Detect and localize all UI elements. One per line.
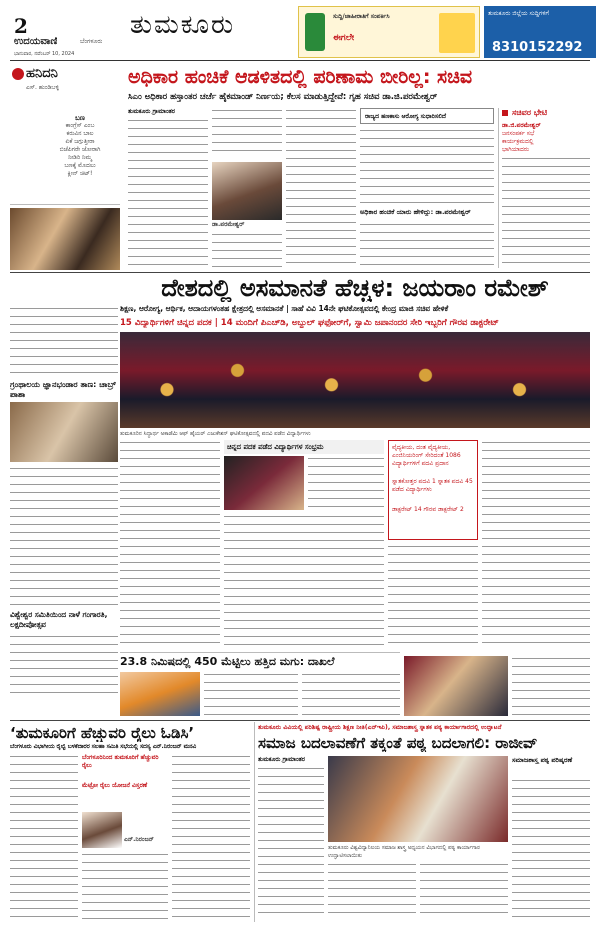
- left-headline-1: ಗ್ರಂಥಾಲಯ ಜ್ಞಾನಭಂಡಾರ ತಾಣ: ಚಾಬ್ರ್ ಪಾಶಾ: [10, 380, 116, 399]
- edition: ಬೆಂಗಳೂರು: [80, 38, 103, 45]
- left-headline-2: ವಿಶ್ವೇಶ್ವರ ಸಮಿತಿಯಿಂದ ನಾಳೆ ಗಂಗಾರತಿ, ಲಕ್ಷದೀಪೋತ್ಸವ: [10, 610, 108, 629]
- lead-side-box: ಅಧಿಕಾರ ಹಂಚಿಕೆ ಯಾರು ಹೇಳಿದ್ದು: ಡಾ.ಪರಮೇಶ್ವರ್: [360, 208, 471, 216]
- phone-icon: [305, 13, 325, 51]
- registration-marks: [268, 920, 348, 928]
- sidebar-title: ಸಚಿವರ ಭೇಟಿ: [512, 108, 548, 117]
- hanidani-logo-icon: [12, 68, 24, 80]
- lead-subhead: ಸಿಎಂ ಅಧಿಕಾರ ಹಸ್ತಾಂತರ ಚರ್ಚೆ ಹೈಕಮಾಂಡ್ ನಿರ್ಣಯ; ಕೆಲಸ ಮಾಡುತ್ತಿದ್ದೇವೆ: ಗೃಹ ಸಚಿವ ಡಾ.ಜಿ.ಪರಮೇಶ್ವರ್: [128, 92, 438, 102]
- hanidani-poem: ಬಣ ಕಾಂಗ್ರೆಸ್ ಎಂಬ ಕರುವಿನ ಬಾಲ ಏಕೆ ಜಗ್ಗುತ್ತೀರಾ ಬಿಜೆಪಿಗರೇ ಜೋರಾಗಿ ನೀಡಿರಿ ನಿಮ್ಮ ಬಣಕ್ಕೆ ಮೊದಲು ಕ್ಲೀನ್ ಚಿಟ್!: [59, 114, 101, 177]
- second-body-col2: [224, 514, 384, 650]
- medal-box-body: [308, 456, 384, 510]
- nep-byline: ತುಮಕೂರು ಗ್ರಾಮಾಂತರ: [258, 756, 305, 763]
- brand-logo: ಉದಯವಾಣಿ: [14, 36, 58, 47]
- bullet-icon: [502, 110, 508, 116]
- award-photo: [404, 656, 508, 716]
- lead-body-col1: [128, 118, 208, 268]
- rail-body-1: [10, 754, 78, 920]
- masthead-ad-1: ಸುದ್ದಿ/ಜಾಹೀರಾತಿಗೆ ಸಂಪರ್ಕಿಸಿ ಈಗಲೇ: [298, 6, 480, 58]
- minister-photo: [212, 162, 282, 220]
- niranjan-photo: [82, 812, 122, 848]
- nep-body-1: [258, 766, 324, 920]
- workshop-photo-caption: ತುಮಕೂರು ವಿಶ್ವವಿದ್ಯಾನಿಲಯ ಸಮಾಜ ಶಾಸ್ತ್ರ ಅಧ್ಯಯನ ವಿಭಾಗದಲ್ಲಿ ಪಠ್ಯ ಕಾರ್ಯಾಗಾರ ಉದ್ಘಾಟಿಸಲಾಯಿತು: [328, 845, 480, 859]
- stairs-body-1: [204, 672, 298, 716]
- left-body-1: [10, 306, 118, 376]
- quote-box: ರಾಜ್ಯದ ಹಣಕಾಸು ಆರೋಗ್ಯ ಸುಧಾರಿಸಲಿದೆ: [360, 108, 494, 124]
- rail-body-3: [172, 754, 250, 920]
- library-photo: [10, 402, 118, 462]
- masthead: [0, 0, 600, 60]
- second-headline: ದೇಶದಲ್ಲಿ ಅಸಮಾನತೆ ಹೆಚ್ಚಳ: ಜಯರಾಂ ರಮೇಶ್: [161, 274, 549, 302]
- registration-marks-right: [508, 920, 588, 928]
- lead-byline: ತುಮಕೂರು ಗ್ರಾಮಾಂತರ: [128, 108, 175, 115]
- right-sidebar: ಸಚಿವರ ಭೇಟಿ ಡಾ.ಜಿ.ಪರಮೇಶ್ವರ್ ಜನಸಂಪರ್ಕ ಸಭೆ ಕಾರ್ಯಕ್ರಮದಲ್ಲಿ ಭಾಗಿಯಾದರು: [502, 108, 590, 268]
- second-body-col3: [388, 544, 478, 650]
- issue-date: ಭಾನುವಾರ, ನವೆಂಬರ್ 10, 2024: [14, 51, 75, 57]
- hanidani-author: ಎಸ್. ಹುಂಡಿಬಳ್ಳಿ: [26, 84, 60, 91]
- lead-body-col4: [286, 108, 356, 268]
- section-title: ತುಮಕೂರು: [130, 10, 236, 40]
- award-body: [512, 656, 590, 716]
- lead-body-col2: [212, 108, 282, 158]
- rail-headline: ‘ತುಮಕೂರಿಗೆ ಹೆಚ್ಚುವರಿ ರೈಲು ಓಡಿಸಿ’: [10, 724, 195, 742]
- page-number: 2: [14, 14, 28, 38]
- hanidani-logo: ಹನಿದನಿ: [26, 66, 58, 81]
- convocation-photo-caption: ತುಮಕೂರಿನ ಸಿದ್ಧಾರ್ಥ ಅಕಾಡೆಮಿ ಆಫ್ ಹೈಯರ್ ಎಜುಕೇಶನ್ ಘಟಿಕೋತ್ಸವದಲ್ಲಿ ಪದವಿ ಪಡೆದ ವಿದ್ಯಾರ್ಥಿಗಳು: [120, 431, 311, 437]
- second-body-col1: [120, 440, 220, 650]
- student-photo: [224, 456, 304, 510]
- nep-kicker: ತುಮಕೂರು ವಿವಿಯಲ್ಲಿ ಪರಿಶಿಷ್ಟ ರಾಷ್ಟ್ರೀಯ ಶಿಕ್ಷಣ ನೀತಿ(ಎನ್‌ಇಪಿ), ಸಮಾಜಶಾಸ್ತ್ರ ಸ್ನಾತಕ ಪಠ್ಯ ಕಾರ್ಯಾಗಾರದಲ್ಲಿ ಉದ್ಘಾಟನೆ: [258, 724, 502, 731]
- contact-phone: 8310152292: [492, 40, 583, 55]
- second-body-col4: [482, 440, 590, 650]
- rail-points-box: ಬೆಂಗಳೂರಿನಿಂದ ತುಮಕೂರಿಗೆ ಹೆಚ್ಚುವರಿ ರೈಲು ಮೆಟ್ರೋ ರೈಲು ಯೋಜನೆ ವಿಸ್ತರಣೆ: [82, 754, 159, 789]
- child-photo: [120, 672, 200, 716]
- nep-side-box: ಸಮಾಜಶಾಸ್ತ್ರ ಪಠ್ಯ ಪರಿಷ್ಕರಣೆ: [512, 756, 573, 764]
- nep-body-4: [512, 778, 590, 920]
- nep-body-3: [420, 862, 508, 920]
- rail-subhead: ಬೆಂಗಳೂರು ವಿಭಾಗೀಯ ರೈಲ್ವೆ ಬಳಕೆದಾರರ ಸಲಹಾ ಸಮಿತಿ ಸಭೆಯಲ್ಲಿ ಸದಸ್ಯ ಎನ್.ನಿರಂಜನ್ ಮನವಿ: [10, 744, 197, 750]
- convocation-photo: [120, 332, 590, 428]
- nep-body-2: [328, 862, 416, 920]
- lead-body-col6: [360, 222, 494, 268]
- masthead-ad-2: ತುಮಕೂರು ಜಿಲ್ಲೆಯ ಸುದ್ದಿಗಳಿಗೆ 8310152292: [484, 6, 596, 58]
- nep-headline: ಸಮಾಜ ಬದಲಾವಣೆಗೆ ತಕ್ಕಂತೆ ಪಠ್ಯ ಬದಲಾಗಲಿ: ರಾಜೀವ್: [258, 734, 538, 752]
- medal-box: ಚಿನ್ನದ ಪದಕ ಪಡೆದ ವಿದ್ಯಾರ್ಥಿಗಳ ಸಂಭ್ರಮ: [224, 440, 384, 454]
- lead-headline: ಅಧಿಕಾರ ಹಂಚಿಕೆ ಆಡಳಿತದಲ್ಲಿ ಪರಿಣಾಮ ಬೀರಿಲ್ಲ: ಸಚಿವ: [128, 66, 473, 88]
- second-strap: 15 ವಿದ್ಯಾರ್ಥಿಗಳಿಗೆ ಚಿನ್ನದ ಪದಕ | 14 ಮಂದಿಗೆ ಪಿಎಚ್‌ಡಿ, ಅಬ್ದುಲ್ ಘಫೋರ್‌ಗೆ, ಸ್ವಾಮಿ ಜಪಾನಂದರ ಸೇರಿ ಇಬ್ಬರಿಗೆ ಗೌರವ ಡಾಕ್ಟರೇಟ್: [120, 318, 499, 328]
- stairs-body-2: [302, 672, 400, 716]
- rail-body-2: [82, 852, 168, 920]
- lead-body-col3: [212, 232, 282, 268]
- stairs-headline: 23.8 ನಿಮಿಷದಲ್ಲಿ 450 ಮೆಟ್ಟಿಲು ಹತ್ತಿದ ಮಗು: ದಾಖಲೆ: [120, 655, 335, 668]
- facts-box: ವೈದ್ಯಕೀಯ, ದಂತ ವೈದ್ಯಕೀಯ, ಎಂಜಿನಿಯರಿಂಗ್ ಸೇರಿದಂತೆ 1086 ವಿದ್ಯಾರ್ಥಿಗಳಿಗೆ ಪದವಿ ಪ್ರದಾನ ಸ್ನಾತಕೋತ್ತರ ಪದವಿ 1 ಸ್ನಾತಕ ಪದವಿ 45 ಪಡೆದ ವಿದ್ಯಾರ್ಥಿಗಳು ಡಾಕ್ಟರೇಟ್ 14 ಗೌರವ ಡಾಕ್ಟರೇಟ್ 2: [388, 440, 478, 540]
- workshop-photo: [328, 756, 508, 842]
- second-kicker: ಶಿಕ್ಷಣ, ಆರೋಗ್ಯ, ಆರ್ಥಿಕ, ಆದಾಯಗಳಂತಹ ಕ್ಷೇತ್ರದಲ್ಲಿ ಅಸಮಾನತೆ | ಸಾಹೆ ವಿವಿ 14ನೇ ಘಟಿಕೋತ್ಸವದಲ್ಲಿ ಕೇಂದ್ರ ಮಾಜಿ ಸಚಿವ ಹೇಳಿಕೆ: [120, 304, 449, 313]
- medal-photo: [10, 208, 120, 270]
- left-body-2: [10, 466, 118, 606]
- minister-photo-caption: ಡಾ.ಪರಮೇಶ್ವರ್: [212, 221, 245, 228]
- ad-image: [439, 13, 475, 53]
- niranjan-caption: ಎನ್.ನಿರಂಜನ್: [124, 836, 154, 843]
- lead-body-col5: [360, 128, 494, 206]
- left-body-3: [10, 634, 118, 696]
